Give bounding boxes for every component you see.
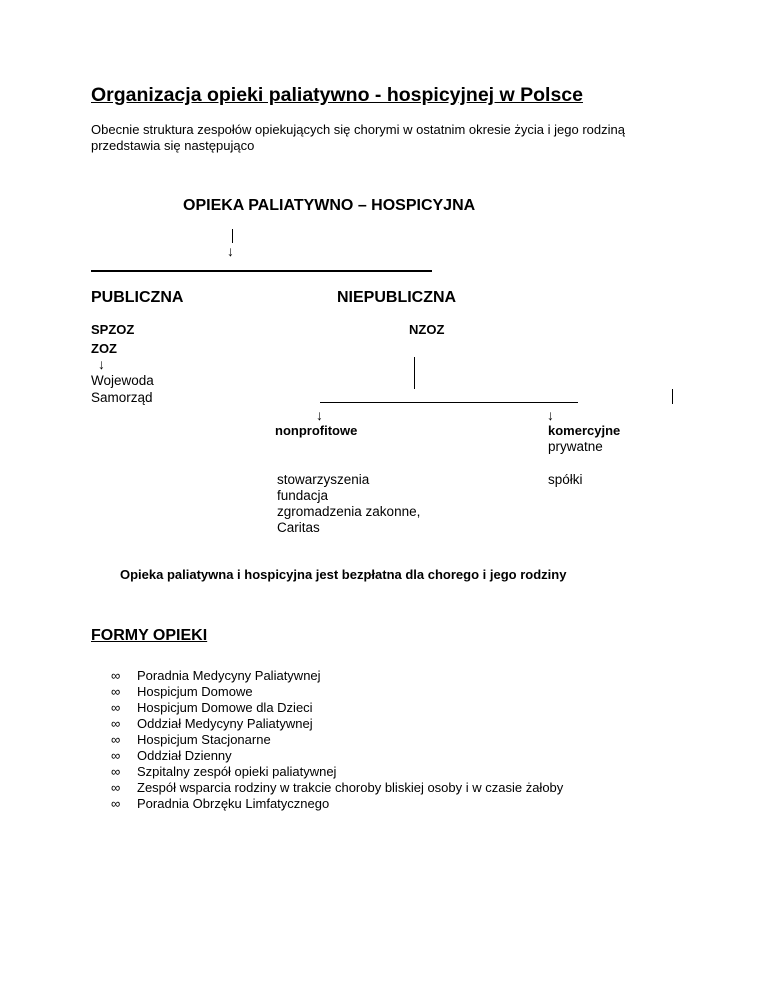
chart-title: OPIEKA PALIATYWNO – HOSPICYJNA xyxy=(183,197,476,214)
forms-heading: FORMY OPIEKI xyxy=(91,627,208,644)
list-item xyxy=(91,796,563,812)
form-label: Poradnia Medycyny Paliatywnej xyxy=(137,668,321,683)
authority-samorzad: Samorząd xyxy=(91,390,153,405)
nonprofit-item: Caritas xyxy=(277,520,320,535)
public-type-zoz: ZOZ xyxy=(91,341,117,356)
list-item xyxy=(91,764,563,780)
list-item xyxy=(91,748,563,764)
form-label: Oddział Dzienny xyxy=(137,748,232,763)
public-type-spzoz: SPZOZ xyxy=(91,322,135,337)
infinity-bullet-icon: ∞ xyxy=(111,796,121,811)
connector-line xyxy=(672,389,673,404)
page-title: Organizacja opieki paliatywno - hospicyjnej w Polsce xyxy=(91,84,583,106)
free-care-note: Opieka paliatywna i hospicyjna jest bezpłatna dla chorego i jego rodziny xyxy=(120,567,567,582)
infinity-bullet-icon: ∞ xyxy=(111,732,121,747)
public-label: PUBLICZNA xyxy=(91,289,184,306)
nonprofit-label: nonprofitowe xyxy=(275,423,358,438)
nonprofit-item: zgromadzenia zakonne, xyxy=(277,504,421,519)
infinity-bullet-icon: ∞ xyxy=(111,780,121,795)
form-label: Hospicjum Domowe dla Dzieci xyxy=(137,700,313,715)
form-label: Hospicjum Domowe xyxy=(137,684,253,699)
commercial-item: spółki xyxy=(548,472,583,487)
infinity-bullet-icon: ∞ xyxy=(111,748,121,763)
infinity-bullet-icon: ∞ xyxy=(111,668,121,683)
nonprofit-item: fundacja xyxy=(277,488,329,503)
form-label: Szpitalny zespół opieki paliatywnej xyxy=(137,764,337,779)
commercial-sublabel: prywatne xyxy=(548,439,603,454)
down-arrow-icon: ↓ xyxy=(98,356,105,372)
infinity-bullet-icon: ∞ xyxy=(111,700,121,715)
down-arrow-icon: ↓ xyxy=(227,243,234,259)
connector-line xyxy=(414,357,415,389)
list-item xyxy=(91,780,563,796)
nonpublic-type-nzoz: NZOZ xyxy=(409,322,445,337)
commercial-label: komercyjne xyxy=(548,423,621,438)
nonprofit-item: stowarzyszenia xyxy=(277,472,370,487)
list-item xyxy=(91,732,563,748)
form-label: Oddział Medycyny Paliatywnej xyxy=(137,716,313,731)
down-arrow-icon: ↓ xyxy=(547,407,554,423)
authority-wojewoda: Wojewoda xyxy=(91,373,154,388)
form-label: Poradnia Obrzęku Limfatycznego xyxy=(137,796,330,811)
infinity-bullet-icon: ∞ xyxy=(111,684,121,699)
divider-line xyxy=(91,270,432,272)
list-item xyxy=(91,700,563,716)
nonpublic-label: NIEPUBLICZNA xyxy=(337,289,457,306)
list-item xyxy=(91,668,563,684)
form-label: Hospicjum Stacjonarne xyxy=(137,732,271,747)
infinity-bullet-icon: ∞ xyxy=(111,764,121,779)
connector-line xyxy=(232,229,233,243)
intro-text: Obecnie struktura zespołów opiekujących się chorymi w ostatnim okresie życia i jego rodziną przedstawia się następująco xyxy=(91,122,625,153)
forms-list xyxy=(91,668,563,812)
list-item xyxy=(91,684,563,700)
down-arrow-icon: ↓ xyxy=(316,407,323,423)
branch-line xyxy=(320,402,578,403)
list-item xyxy=(91,716,563,732)
form-label: Zespół wsparcia rodziny w trakcie choroby bliskiej osoby i w czasie żałoby xyxy=(137,780,564,795)
infinity-bullet-icon: ∞ xyxy=(111,716,121,731)
